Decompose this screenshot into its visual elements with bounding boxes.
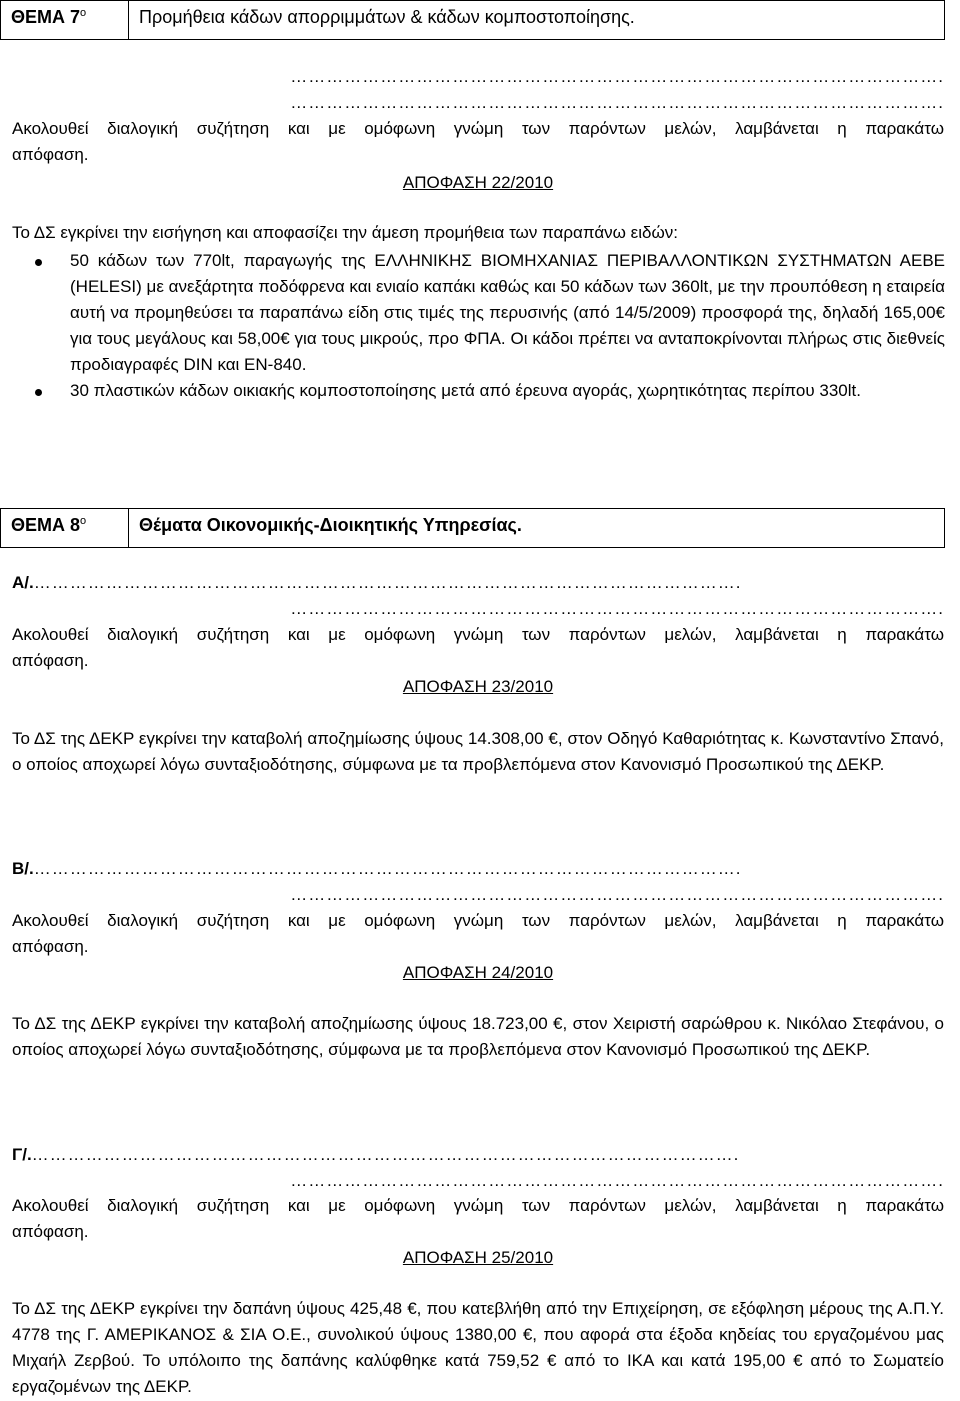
discussion-text: Ακολουθεί διαλογική συζήτηση και με ομόφωνη γνώμη των παρόντων μελών, λαμβάνεται η παρακάτω xyxy=(12,911,944,930)
dots-line: ………………………………………………………………………………………………. xyxy=(290,885,944,904)
list-item: 30 πλαστικών κάδων οικιακής κομποστοποίησης μετά από έρευνα αγοράς, χωρητικότητας περίπου 330lt. xyxy=(0,378,945,404)
decision-22-intro: Το ΔΣ εγκρίνει την εισήγηση και αποφασίζει την άμεση προμήθεια των παραπάνω ειδών: xyxy=(12,223,678,242)
decision-24-text: Το ΔΣ της ΔΕΚΡ εγκρίνει την καταβολή αποζημίωσης ύψους 18.723,00 €, στον Χειριστή σαρώθρου κ. Νικόλαο Στεφάνου, ο οποίος αποχωρεί λόγω συνταξιοδότησης, σύμφωνα με τα προβλεπόμενα στον Κανονισμό Προσωπικού της ΔΕΚΡ. xyxy=(12,1014,944,1059)
topic-8-title: Θέματα Οικονομικής-Διοικητικής Υπηρεσίας. xyxy=(139,515,522,535)
decision-22-list xyxy=(0,248,945,404)
discussion-end: απόφαση. xyxy=(12,1222,89,1241)
bullet-icon xyxy=(35,389,42,396)
section-a-heading: Α/.………………………………………………………………………………………………………. xyxy=(12,573,742,592)
discussion-text: Ακολουθεί διαλογική συζήτηση και με ομόφωνη γνώμη των παρόντων μελών, λαμβάνεται η παρακάτω xyxy=(12,625,944,644)
dots-line: ………………………………………………………………………………………………. xyxy=(290,67,944,86)
bullet-icon xyxy=(35,259,42,266)
decision-23-text: Το ΔΣ της ΔΕΚΡ εγκρίνει την καταβολή αποζημίωσης ύψους 14.308,00 €, στον Οδηγό Καθαριότητας κ. Κωνσταντίνο Σπανό, ο οποίος αποχωρεί λόγω συνταξιοδότησης, σύμφωνα με τα προβλεπόμενα στον Κανονισμό Προσωπικού της ΔΕΚΡ. xyxy=(12,729,944,774)
topic-8-header xyxy=(0,508,945,548)
discussion-end: απόφαση. xyxy=(12,651,89,670)
decision-22-title: ΑΠΟΦΑΣΗ 22/2010 xyxy=(402,173,554,192)
section-b-heading: Β/.………………………………………………………………………………………………………. xyxy=(12,859,742,878)
dots-line: ………………………………………………………………………………………………. xyxy=(290,599,944,618)
decision-25-title: ΑΠΟΦΑΣΗ 25/2010 xyxy=(402,1248,554,1267)
section-c-heading: Γ/.………………………………………………………………………………………………………. xyxy=(12,1145,740,1164)
list-item: 50 κάδων των 770lt, παραγωγής της ΕΛΛΗΝΙΚΗΣ ΒΙΟΜΗΧΑΝΙΑΣ ΠΕΡΙΒΑΛΛΟΝΤΙΚΩΝ ΣΥΣΤΗΜΑΤΩΝ ΑΕΒΕ (HELESI) με ανεξάρτητα ποδόφρενα και ενιαίο καπάκι καθώς και 50 κάδων των 360lt, με την προυπόθεση η εταιρεία αυτή να προμηθεύσει τα παραπάνω είδη στις τιμές της περυσινής (από 14/5/2009) προσφορά της, δηλαδή 165,00€ για τους μεγάλους και 58,00€ για τους μικρούς, προ ΦΠΑ. Οι κάδοι πρέπει να ανταποκρίνονται πλήρως στις διεθνείς προδιαγραφές DIN και EN-840. xyxy=(0,248,945,378)
topic-7-title: Προμήθεια κάδων απορριμμάτων & κάδων κομποστοποίησης. xyxy=(139,7,635,27)
discussion-text: Ακολουθεί διαλογική συζήτηση και με ομόφωνη γνώμη των παρόντων μελών, λαμβάνεται η παρακάτω xyxy=(12,1196,944,1215)
dots-line: ………………………………………………………………………………………………. xyxy=(290,93,944,112)
topic-7-label: ΘΕΜΑ $7^o$ xyxy=(1,1,129,39)
decision-24-title: ΑΠΟΦΑΣΗ 24/2010 xyxy=(402,963,554,982)
topic-8-label: ΘΕΜΑ $8^o$ xyxy=(1,509,129,547)
discussion-end: απόφαση. xyxy=(12,145,89,164)
discussion-text: Ακολουθεί διαλογική συζήτηση και με ομόφωνη γνώμη των παρόντων μελών, λαμβάνεται η παρακάτω xyxy=(12,119,944,138)
topic-7-header xyxy=(0,0,945,40)
decision-25-text: Το ΔΣ της ΔΕΚΡ εγκρίνει την δαπάνη ύψους 425,48 €, που κατεβλήθη από την Επιχείρηση, σε εξόφληση μέρους της Α.Π.Υ. 4778 της Γ. ΑΜΕΡΙΚΑΝΟΣ & ΣΙΑ Ο.Ε., συνολικού ύψους 1380,00 €, που αφορά στα έξοδα κηδείας του εργαζομένου μας Μιχαήλ Ζερβού. Το υπόλοιπο της δαπάνης καλύφθηκε κατά 759,52 € από το ΙΚΑ και κατά 195,00 € από το Σωματείο εργαζομένων της ΔΕΚΡ. xyxy=(12,1299,944,1396)
dots-line: ………………………………………………………………………………………………. xyxy=(290,1171,944,1190)
discussion-end: απόφαση. xyxy=(12,937,89,956)
decision-23-title: ΑΠΟΦΑΣΗ 23/2010 xyxy=(402,677,554,696)
